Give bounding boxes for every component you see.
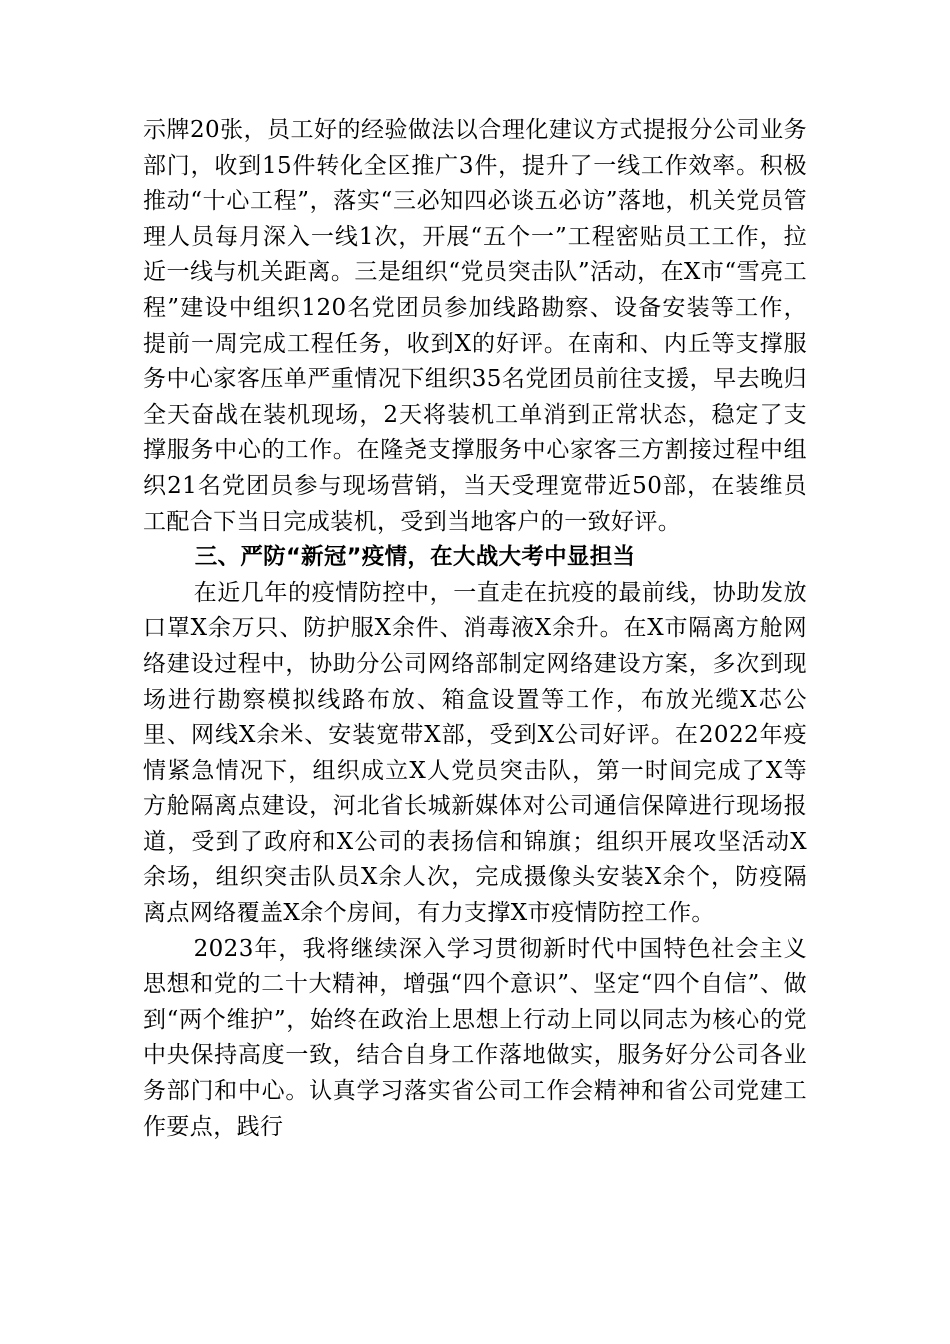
paragraph-2023-plan: 2023年，我将继续深入学习贯彻新时代中国特色社会主义思想和党的二十大精神，增强“四个意识”、坚定“四个自信”、做到“两个维护”，始终在政治上思想上行动上同以同志为核心的党中央保持高度一致，结合自身工作落地做实，服务好分公司各业务部门和中心。认真学习落实省公司工作会精神和省公司党建工作要点，践行 <box>143 935 807 1140</box>
section-heading: 三、严防“新冠”疫情，在大战大考中显担当 <box>194 544 636 571</box>
paragraph-continuation: 示牌20张，员工好的经验做法以合理化建议方式提报分公司业务部门，收到15件转化全区推广3件，提升了一线工作效率。积极推动“十心工程”，落实“三必知四必谈五必访”落地，机关党员管理人员每月深入一线1次，开展“五个一”工程密贴员工工作，拉近一线与机关距离。三是组织“党员突击队”活动，在X市“雪亮工程”建设中组织120名党团员参加线路勘察、设备安装等工作，提前一周完成工程任务，收到X的好评。在南和、内丘等支撑服务中心家客压单严重情况下组织35名党团员前往支援，早去晚归全天奋战在装机现场，2天将装机工单消到正常状态，稳定了支撑服务中心的工作。在隆尧支撑服务中心家客三方割接过程中组织21名党团员参与现场营销，当天受理宽带近50部，在装维员工配合下当日完成装机，受到当地客户的一致好评。 <box>143 117 807 535</box>
paragraph-epidemic: 在近几年的疫情防控中，一直走在抗疫的最前线，协助发放口罩X余万只、防护服X余件、消毒液X余升。在X市隔离方舱网络建设过程中，协助分公司网络部制定网络建设方案，多次到现场进行勘察模拟线路布放、箱盒设置等工作，布放光缆X芯公里、网线X余米、安装宽带X部，受到X公司好评。在2022年疫情紧急情况下，组织成立X人党员突击队，第一时间完成了X等方舱隔离点建设，河北省长城新媒体对公司通信保障进行现场报道，受到了政府和X公司的表扬信和锦旗；组织开展攻坚活动X余场，组织突击队员X余人次，完成摄像头安装X余个，防疫隔离点网络覆盖X余个房间，有力支撑X市疫情防控工作。 <box>143 579 807 927</box>
document-body <box>143 113 807 1145</box>
